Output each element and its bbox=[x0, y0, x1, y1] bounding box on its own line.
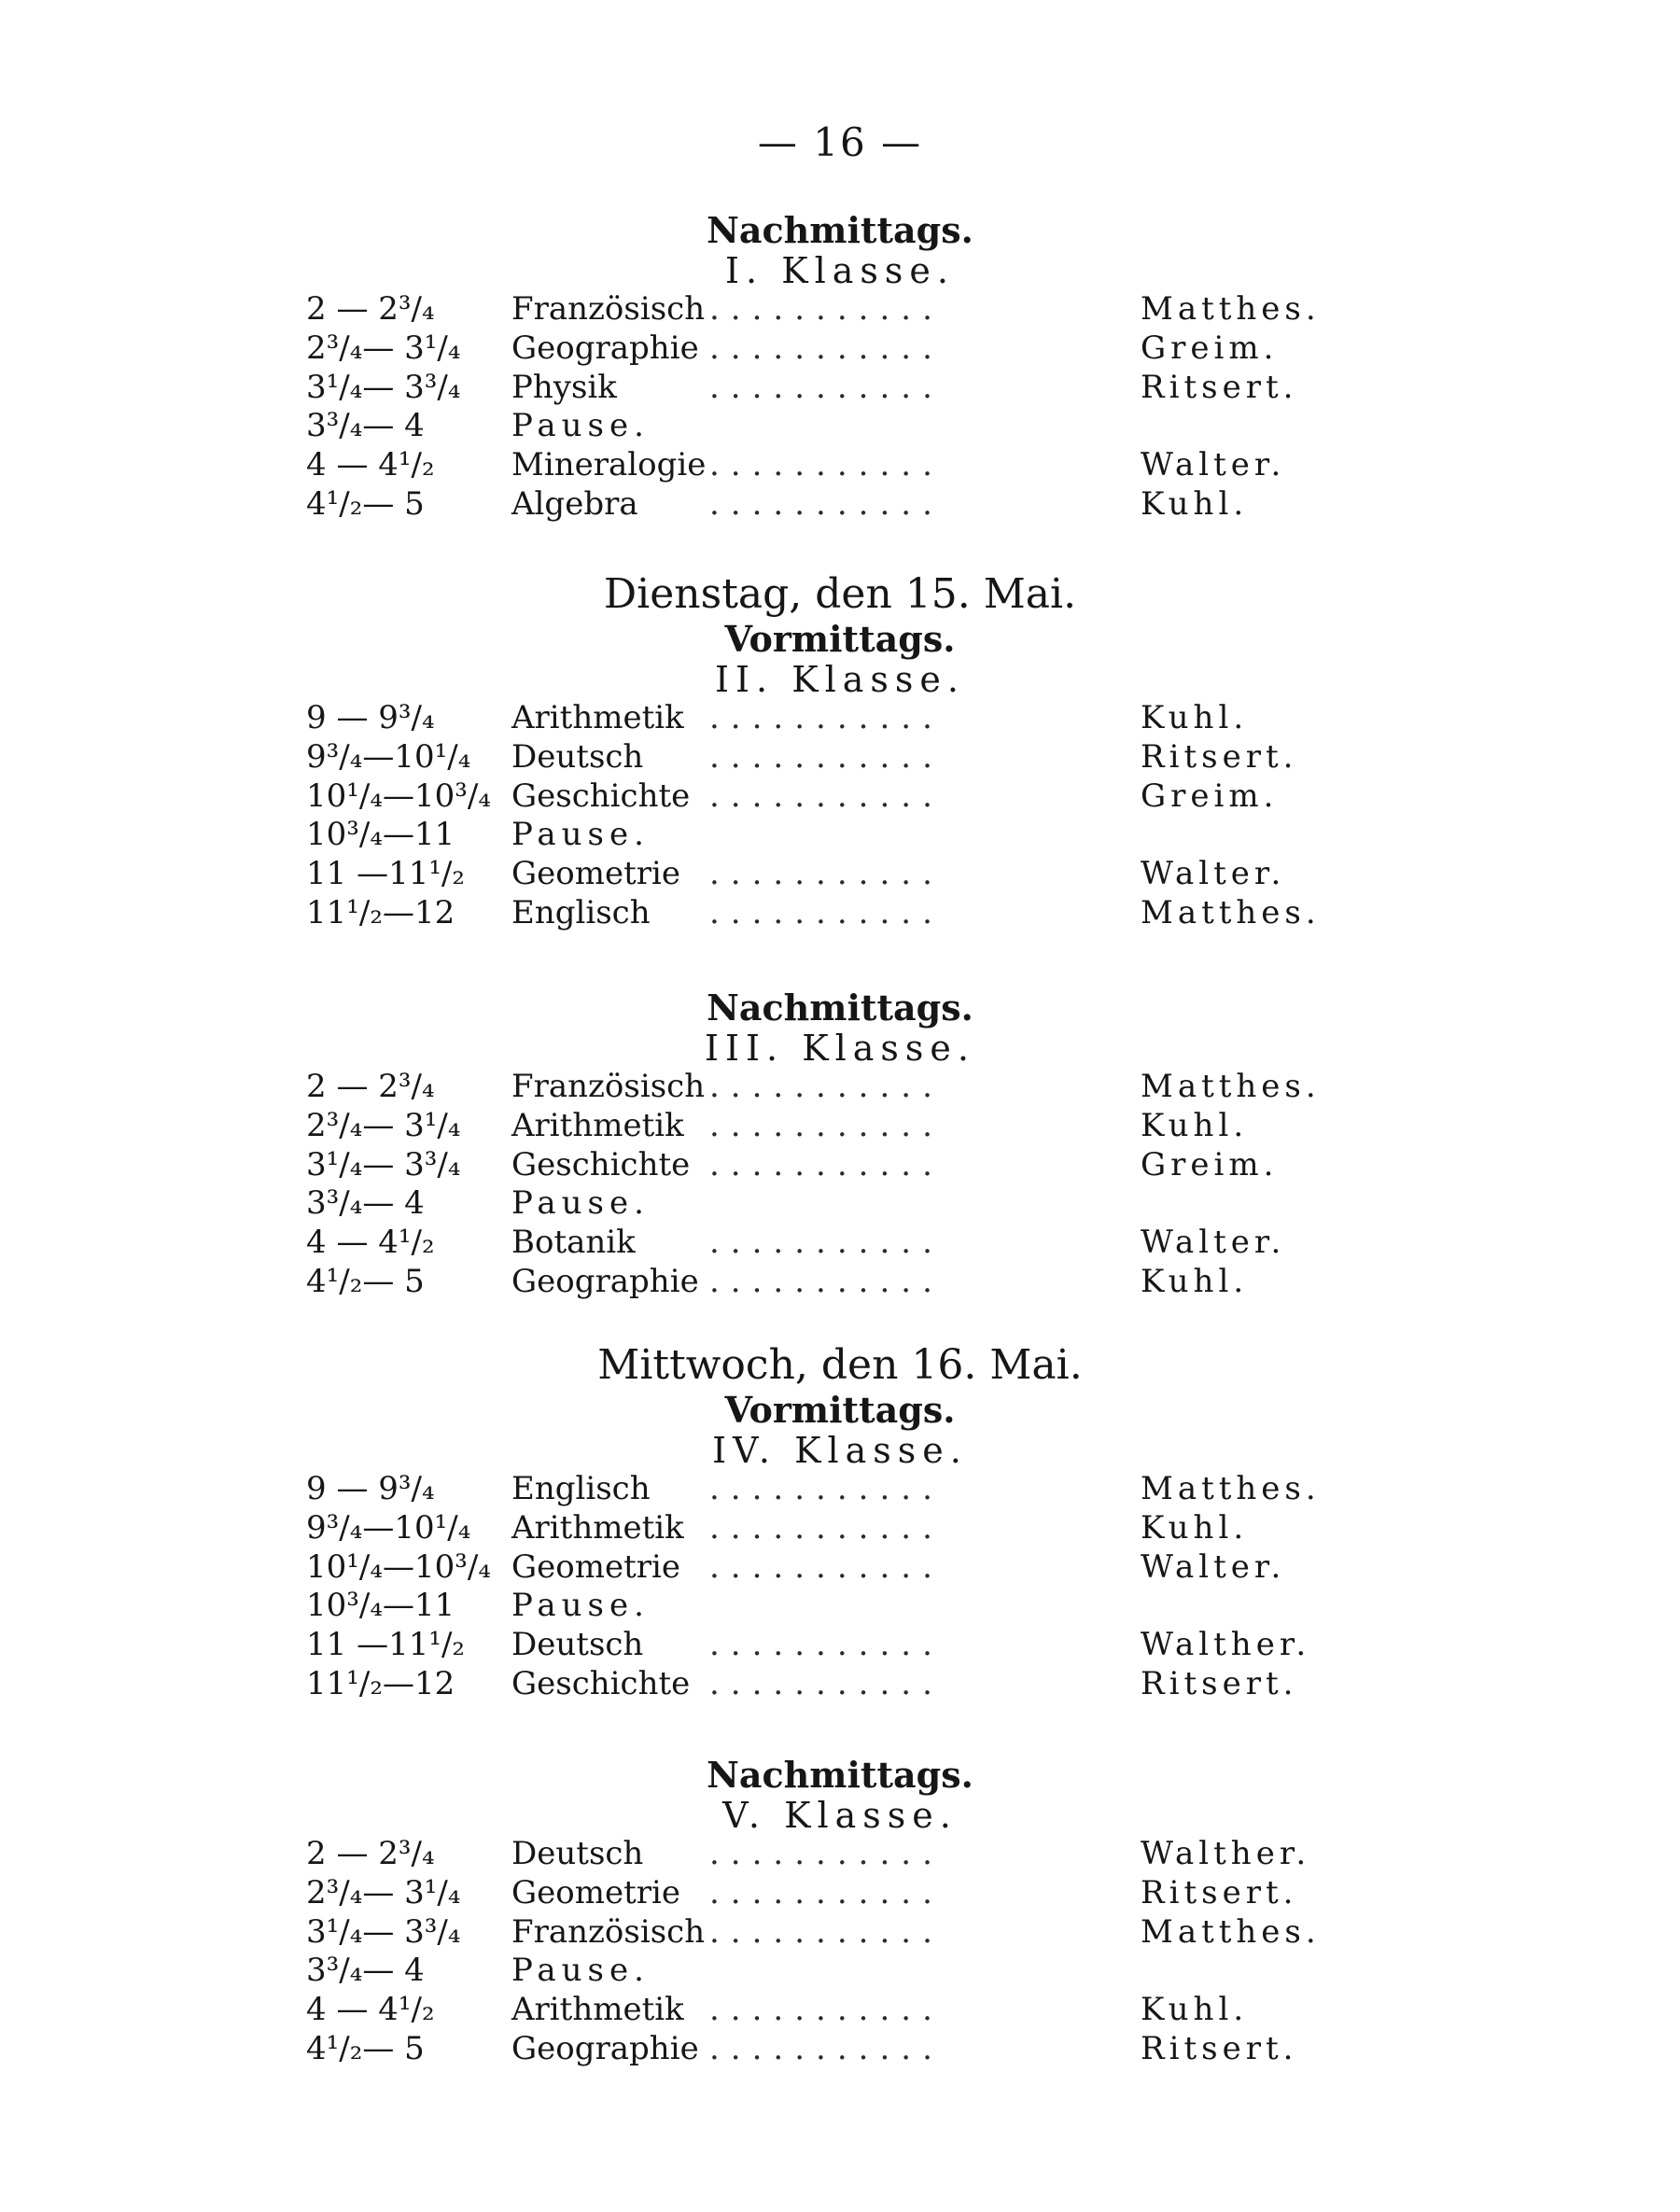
teacher-name: Ritsert. bbox=[1141, 1873, 1298, 1911]
time-slot: 10³/₄—11 bbox=[306, 816, 455, 854]
teacher-name: Ritsert. bbox=[1141, 2029, 1298, 2067]
time-slot: 3³/₄— 4 bbox=[306, 1184, 425, 1223]
teacher-name: Kuhl. bbox=[1141, 1508, 1249, 1547]
teacher-name: Ritsert. bbox=[1141, 737, 1298, 776]
leader-dots: ........... bbox=[709, 1873, 944, 1911]
period-heading: Nachmittags. bbox=[707, 987, 973, 1029]
subject-name: Arithmetik bbox=[511, 1508, 684, 1547]
klasse-heading: I. Klasse. bbox=[725, 250, 955, 291]
leader-dots: ........... bbox=[709, 1991, 944, 2029]
schedule-row bbox=[0, 894, 1680, 933]
time-slot: 10¹/₄—10³/₄ bbox=[306, 777, 491, 815]
leader-dots: ........... bbox=[709, 1145, 944, 1183]
schedule-row bbox=[0, 1874, 1680, 1913]
schedule-row bbox=[0, 1626, 1680, 1665]
subject-name: Französisch bbox=[511, 1068, 706, 1105]
teacher-name: Greim. bbox=[1141, 1145, 1279, 1183]
leader-dots: ........... bbox=[709, 290, 944, 328]
teacher-name: Kuhl. bbox=[1141, 699, 1249, 736]
subject-name: Deutsch bbox=[511, 1835, 644, 1872]
schedule-row bbox=[0, 290, 1680, 329]
time-slot: 2³/₄— 3¹/₄ bbox=[306, 329, 461, 367]
time-slot: 9³/₄—10¹/₄ bbox=[306, 737, 471, 776]
pause-label: Pause. bbox=[511, 1587, 650, 1625]
teacher-name: Matthes. bbox=[1141, 1470, 1321, 1507]
schedule-row bbox=[0, 446, 1680, 485]
leader-dots: ........... bbox=[709, 1626, 944, 1664]
teacher-name: Kuhl. bbox=[1141, 1991, 1249, 2029]
leader-dots: ........... bbox=[709, 446, 944, 484]
teacher-name: Matthes. bbox=[1141, 1068, 1321, 1105]
subject-name: Geschichte bbox=[511, 1664, 691, 1702]
time-slot: 11 —11¹/₂ bbox=[306, 1626, 466, 1664]
klasse-heading: III. Klasse. bbox=[705, 1028, 975, 1069]
subject-name: Mineralogie bbox=[511, 446, 707, 484]
leader-dots: ........... bbox=[709, 699, 944, 736]
subject-name: Botanik bbox=[511, 1224, 636, 1262]
schedule-row bbox=[0, 1224, 1680, 1263]
schedule-row bbox=[0, 1587, 1680, 1626]
schedule-block-3 bbox=[0, 987, 1680, 1302]
leader-dots: ........... bbox=[709, 1912, 944, 1951]
day-heading: Mittwoch, den 16. Mai. bbox=[597, 1341, 1083, 1389]
leader-dots: ........... bbox=[709, 777, 944, 815]
time-slot: 11 —11¹/₂ bbox=[306, 855, 466, 893]
teacher-name: Matthes. bbox=[1141, 1912, 1321, 1951]
leader-dots: ........... bbox=[709, 1547, 944, 1586]
schedule-row bbox=[0, 777, 1680, 817]
klasse-heading: II. Klasse. bbox=[715, 659, 965, 700]
schedule-row bbox=[0, 1548, 1680, 1588]
teacher-name: Greim. bbox=[1141, 777, 1279, 815]
leader-dots: ........... bbox=[709, 893, 944, 931]
time-slot: 4 — 4¹/₂ bbox=[306, 1224, 435, 1262]
period-heading: Vormittags. bbox=[724, 618, 956, 660]
subject-name: Geometrie bbox=[511, 1873, 681, 1911]
schedule-row bbox=[0, 329, 1680, 369]
schedule-row bbox=[0, 1470, 1680, 1509]
subject-name: Geschichte bbox=[511, 1145, 691, 1183]
schedule-block-4 bbox=[0, 1341, 1680, 1704]
subject-name: Arithmetik bbox=[511, 699, 684, 736]
schedule-row bbox=[0, 1991, 1680, 2030]
leader-dots: ........... bbox=[709, 1835, 944, 1872]
time-slot: 4 — 4¹/₂ bbox=[306, 446, 435, 484]
teacher-name: Ritsert. bbox=[1141, 1664, 1298, 1702]
schedule-block-1 bbox=[0, 210, 1680, 525]
leader-dots: ........... bbox=[709, 1262, 944, 1300]
schedule-block-5 bbox=[0, 1755, 1680, 2069]
leader-dots: ........... bbox=[709, 1224, 944, 1262]
schedule-row bbox=[0, 816, 1680, 855]
schedule-row bbox=[0, 1107, 1680, 1146]
time-slot: 11¹/₂—12 bbox=[306, 893, 455, 931]
time-slot: 10¹/₄—10³/₄ bbox=[306, 1547, 491, 1586]
schedule-row bbox=[0, 1146, 1680, 1185]
schedule-row bbox=[0, 1184, 1680, 1224]
subject-name: Englisch bbox=[511, 1470, 651, 1507]
day-heading: Dienstag, den 15. Mai. bbox=[603, 570, 1077, 618]
leader-dots: ........... bbox=[709, 1470, 944, 1507]
leader-dots: ........... bbox=[709, 1664, 944, 1702]
time-slot: 9 — 9³/₄ bbox=[306, 699, 435, 736]
time-slot: 2 — 2³/₄ bbox=[306, 1068, 435, 1105]
schedule-row bbox=[0, 2030, 1680, 2069]
schedule-row bbox=[0, 369, 1680, 408]
teacher-name: Walter. bbox=[1141, 1224, 1286, 1262]
time-slot: 4¹/₂— 5 bbox=[306, 484, 425, 523]
subject-name: Geographie bbox=[511, 2029, 699, 2067]
time-slot: 9 — 9³/₄ bbox=[306, 1470, 435, 1507]
teacher-name: Greim. bbox=[1141, 329, 1279, 367]
time-slot: 3³/₄— 4 bbox=[306, 1952, 425, 1990]
schedule-row bbox=[0, 699, 1680, 738]
schedule-rows bbox=[0, 1835, 1680, 2069]
subject-name: Arithmetik bbox=[511, 1991, 684, 2029]
subject-name: Französisch bbox=[511, 290, 706, 328]
time-slot: 11¹/₂—12 bbox=[306, 1664, 455, 1702]
schedule-rows bbox=[0, 290, 1680, 525]
time-slot: 2³/₄— 3¹/₄ bbox=[306, 1873, 461, 1911]
leader-dots: ........... bbox=[709, 1508, 944, 1547]
schedule-row bbox=[0, 485, 1680, 525]
leader-dots: ........... bbox=[709, 329, 944, 367]
schedule-row bbox=[0, 1263, 1680, 1302]
leader-dots: ........... bbox=[709, 1106, 944, 1144]
period-heading: Vormittags. bbox=[724, 1389, 956, 1431]
subject-name: Deutsch bbox=[511, 1626, 644, 1664]
time-slot: 3³/₄— 4 bbox=[306, 407, 425, 445]
teacher-name: Walter. bbox=[1141, 446, 1286, 484]
subject-name: Französisch bbox=[511, 1912, 706, 1951]
teacher-name: Walter. bbox=[1141, 855, 1286, 893]
klasse-heading: IV. Klasse. bbox=[712, 1430, 968, 1471]
time-slot: 4¹/₂— 5 bbox=[306, 1262, 425, 1300]
subject-name: Algebra bbox=[511, 484, 638, 523]
leader-dots: ........... bbox=[709, 484, 944, 523]
schedule-row bbox=[0, 1952, 1680, 1991]
schedule-row bbox=[0, 1835, 1680, 1874]
teacher-name: Walther. bbox=[1141, 1626, 1311, 1664]
schedule-row bbox=[0, 1068, 1680, 1107]
teacher-name: Kuhl. bbox=[1141, 1106, 1249, 1144]
subject-name: Deutsch bbox=[511, 737, 644, 776]
subject-name: Arithmetik bbox=[511, 1106, 684, 1144]
schedule-row bbox=[0, 1509, 1680, 1548]
period-heading: Nachmittags. bbox=[707, 1754, 973, 1796]
teacher-name: Kuhl. bbox=[1141, 484, 1249, 523]
teacher-name: Kuhl. bbox=[1141, 1262, 1249, 1300]
time-slot: 2 — 2³/₄ bbox=[306, 1835, 435, 1872]
schedule-block-2 bbox=[0, 570, 1680, 933]
pause-label: Pause. bbox=[511, 1952, 650, 1990]
schedule-row bbox=[0, 1665, 1680, 1704]
schedule-row bbox=[0, 1913, 1680, 1953]
time-slot: 4¹/₂— 5 bbox=[306, 2029, 425, 2067]
pause-label: Pause. bbox=[511, 407, 650, 445]
teacher-name: Ritsert. bbox=[1141, 368, 1298, 406]
subject-name: Physik bbox=[511, 368, 617, 406]
time-slot: 4 — 4¹/₂ bbox=[306, 1991, 435, 2029]
teacher-name: Walter. bbox=[1141, 1547, 1286, 1586]
leader-dots: ........... bbox=[709, 737, 944, 776]
teacher-name: Matthes. bbox=[1141, 893, 1321, 931]
teacher-name: Walther. bbox=[1141, 1835, 1311, 1872]
subject-name: Geographie bbox=[511, 329, 699, 367]
leader-dots: ........... bbox=[709, 2029, 944, 2067]
subject-name: Englisch bbox=[511, 893, 651, 931]
pause-label: Pause. bbox=[511, 816, 650, 854]
time-slot: 3¹/₄— 3³/₄ bbox=[306, 1912, 461, 1951]
page-number: — 16 — bbox=[757, 119, 923, 165]
subject-name: Geometrie bbox=[511, 1547, 681, 1586]
schedule-rows bbox=[0, 1068, 1680, 1302]
teacher-name: Matthes. bbox=[1141, 290, 1321, 328]
period-heading: Nachmittags. bbox=[707, 209, 973, 251]
klasse-heading: V. Klasse. bbox=[722, 1795, 958, 1836]
leader-dots: ........... bbox=[709, 855, 944, 893]
time-slot: 2³/₄— 3¹/₄ bbox=[306, 1106, 461, 1144]
subject-name: Geometrie bbox=[511, 855, 681, 893]
time-slot: 9³/₄—10¹/₄ bbox=[306, 1508, 471, 1547]
leader-dots: ........... bbox=[709, 368, 944, 406]
schedule-row bbox=[0, 855, 1680, 894]
schedule-row bbox=[0, 407, 1680, 446]
time-slot: 3¹/₄— 3³/₄ bbox=[306, 368, 461, 406]
time-slot: 2 — 2³/₄ bbox=[306, 290, 435, 328]
schedule-rows bbox=[0, 1470, 1680, 1704]
subject-name: Geographie bbox=[511, 1262, 699, 1300]
schedule-row bbox=[0, 738, 1680, 777]
schedule-rows bbox=[0, 699, 1680, 933]
subject-name: Geschichte bbox=[511, 777, 691, 815]
pause-label: Pause. bbox=[511, 1184, 650, 1223]
time-slot: 3¹/₄— 3³/₄ bbox=[306, 1145, 461, 1183]
time-slot: 10³/₄—11 bbox=[306, 1587, 455, 1625]
leader-dots: ........... bbox=[709, 1068, 944, 1105]
